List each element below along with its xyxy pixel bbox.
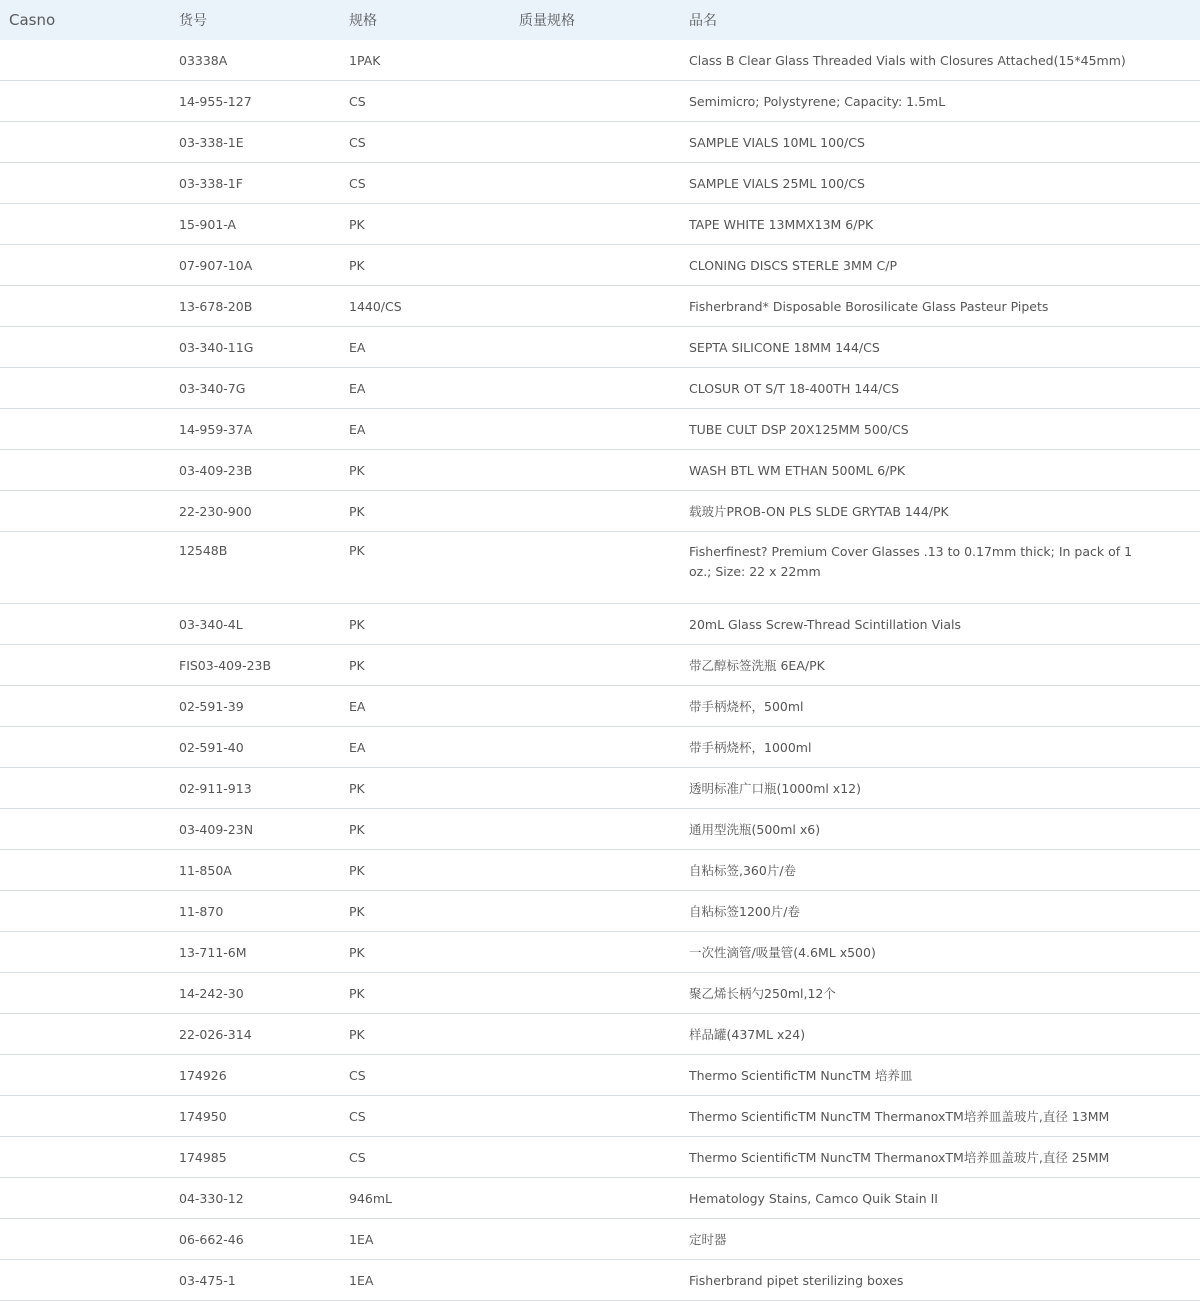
cell-spec: CS xyxy=(349,1067,366,1083)
cell-item-no: 22-230-900 xyxy=(179,503,252,519)
header-item-no: 货号 xyxy=(179,13,207,29)
cell-item-no: 03-338-1F xyxy=(179,175,243,191)
cell-casno xyxy=(0,1260,170,1301)
cell-quality-spec xyxy=(510,409,680,450)
cell-casno xyxy=(0,245,170,286)
cell-quality-spec xyxy=(510,163,680,204)
cell-product-name: Fisherfinest? Premium Cover Glasses .13 to 0.17mm thick; In pack of 1 oz.; Size: 22 x 22mm xyxy=(689,544,1133,579)
cell-casno xyxy=(0,645,170,686)
cell-casno xyxy=(0,163,170,204)
cell-item-no: 22-026-314 xyxy=(179,1026,252,1042)
table-row xyxy=(0,891,1200,932)
cell-quality-spec xyxy=(510,286,680,327)
cell-item-no: 14-242-30 xyxy=(179,985,244,1001)
cell-quality-spec xyxy=(510,245,680,286)
cell-quality-spec xyxy=(510,450,680,491)
cell-quality-spec xyxy=(510,850,680,891)
cell-item-no: 03-340-4L xyxy=(179,616,243,632)
cell-product-name: CLOSUR OT S/T 18-400TH 144/CS xyxy=(689,380,900,396)
cell-product-name: 带手柄烧杯，1000ml xyxy=(689,740,812,755)
cell-product-name: SEPTA SILICONE 18MM 144/CS xyxy=(689,339,880,355)
cell-quality-spec xyxy=(510,122,680,163)
table-row xyxy=(0,450,1200,491)
cell-quality-spec xyxy=(510,768,680,809)
cell-item-no: 11-850A xyxy=(179,862,232,878)
cell-product-name: TUBE CULT DSP 20X125MM 500/CS xyxy=(689,421,909,437)
cell-quality-spec xyxy=(510,327,680,368)
cell-casno xyxy=(0,491,170,532)
cell-item-no: 03-409-23N xyxy=(179,821,254,837)
cell-quality-spec xyxy=(510,809,680,850)
cell-spec: CS xyxy=(349,1108,366,1124)
cell-spec: EA xyxy=(349,339,366,355)
cell-spec: EA xyxy=(349,698,366,714)
cell-item-no: 03-340-11G xyxy=(179,339,254,355)
table-row xyxy=(0,1055,1200,1096)
cell-product-name: Thermo ScientificTM NuncTM ThermanoxTM培养皿盖玻片,直径 25MM xyxy=(689,1150,1110,1165)
table-row xyxy=(0,604,1200,645)
cell-product-name: 样品罐(437ML x24) xyxy=(689,1027,806,1042)
table-row xyxy=(0,368,1200,409)
cell-casno xyxy=(0,81,170,122)
cell-quality-spec xyxy=(510,973,680,1014)
cell-product-name: CLONING DISCS STERLE 3MM C/P xyxy=(689,257,897,273)
cell-casno xyxy=(0,286,170,327)
cell-quality-spec xyxy=(510,1260,680,1301)
table-row xyxy=(0,1014,1200,1055)
cell-casno xyxy=(0,932,170,973)
cell-casno xyxy=(0,809,170,850)
cell-item-no: 03-409-23B xyxy=(179,462,253,478)
cell-item-no: 03-338-1E xyxy=(179,134,244,150)
cell-item-no: 12548B xyxy=(179,543,228,558)
table-row xyxy=(0,1137,1200,1178)
cell-quality-spec xyxy=(510,645,680,686)
cell-item-no: 07-907-10A xyxy=(179,257,253,273)
cell-product-name: 载玻片PROB-ON PLS SLDE GRYTAB 144/PK xyxy=(689,504,949,519)
table-row xyxy=(0,245,1200,286)
table-row xyxy=(0,122,1200,163)
cell-spec: EA xyxy=(349,739,366,755)
cell-quality-spec xyxy=(510,81,680,122)
cell-casno xyxy=(0,122,170,163)
cell-casno xyxy=(0,368,170,409)
cell-item-no: 14-959-37A xyxy=(179,421,253,437)
header-casno: Casno xyxy=(9,11,56,29)
cell-spec: 946mL xyxy=(349,1190,392,1206)
table-row xyxy=(0,532,1200,604)
cell-quality-spec xyxy=(510,1096,680,1137)
table-row xyxy=(0,1260,1200,1301)
cell-casno xyxy=(0,40,170,81)
cell-spec: CS xyxy=(349,175,366,191)
cell-spec: PK xyxy=(349,503,365,519)
cell-item-no: 13-711-6M xyxy=(179,944,247,960)
table-row xyxy=(0,286,1200,327)
cell-casno xyxy=(0,850,170,891)
cell-casno xyxy=(0,409,170,450)
table-row xyxy=(0,40,1200,81)
cell-item-no: 02-591-40 xyxy=(179,739,244,755)
table-row xyxy=(0,81,1200,122)
cell-quality-spec xyxy=(510,727,680,768)
cell-casno xyxy=(0,1055,170,1096)
cell-spec: PK xyxy=(349,1026,365,1042)
cell-spec: PK xyxy=(349,616,365,632)
cell-quality-spec xyxy=(510,932,680,973)
table-row xyxy=(0,809,1200,850)
cell-product-name: 通用型洗瓶(500ml x6) xyxy=(689,822,821,837)
cell-product-name: 自粘标签,360片/卷 xyxy=(689,863,797,878)
cell-item-no: 174985 xyxy=(179,1149,227,1165)
cell-item-no: 04-330-12 xyxy=(179,1190,244,1206)
cell-product-name: 透明标准广口瓶(1000ml x12) xyxy=(689,781,861,796)
cell-item-no: 13-678-20B xyxy=(179,298,253,314)
cell-spec: CS xyxy=(349,134,366,150)
table-row xyxy=(0,932,1200,973)
cell-product-name: 聚乙烯长柄勺250ml,12个 xyxy=(689,986,836,1001)
cell-spec: PK xyxy=(349,462,365,478)
cell-casno xyxy=(0,327,170,368)
cell-product-name: TAPE WHITE 13MMX13M 6/PK xyxy=(689,216,874,232)
cell-spec: CS xyxy=(349,1149,366,1165)
cell-quality-spec xyxy=(510,532,680,604)
cell-casno xyxy=(0,973,170,1014)
cell-casno xyxy=(0,604,170,645)
cell-item-no: FIS03-409-23B xyxy=(179,657,272,673)
cell-product-name: Class B Clear Glass Threaded Vials with Closures Attached(15*45mm) xyxy=(689,52,1126,68)
header-quality-spec: 质量规格 xyxy=(519,13,575,29)
cell-spec: PK xyxy=(349,257,365,273)
cell-product-name: 20mL Glass Screw-Thread Scintillation Vials xyxy=(689,616,961,632)
cell-item-no: 14-955-127 xyxy=(179,93,252,109)
table-row xyxy=(0,491,1200,532)
cell-spec: PK xyxy=(349,543,365,558)
header-spec: 规格 xyxy=(349,13,377,29)
cell-spec: PK xyxy=(349,985,365,1001)
cell-casno xyxy=(0,204,170,245)
cell-casno xyxy=(0,1137,170,1178)
table-row xyxy=(0,727,1200,768)
table-row xyxy=(0,327,1200,368)
cell-spec: 1EA xyxy=(349,1231,374,1247)
table-header xyxy=(0,0,1200,40)
cell-product-name: 一次性滴管/吸量管(4.6ML x500) xyxy=(689,945,876,960)
table-row xyxy=(0,973,1200,1014)
cell-quality-spec xyxy=(510,604,680,645)
cell-spec: PK xyxy=(349,862,365,878)
cell-spec: PK xyxy=(349,903,365,919)
table-row xyxy=(0,1096,1200,1137)
cell-casno xyxy=(0,1178,170,1219)
cell-quality-spec xyxy=(510,891,680,932)
cell-item-no: 03-340-7G xyxy=(179,380,246,396)
cell-quality-spec xyxy=(510,1219,680,1260)
cell-quality-spec xyxy=(510,491,680,532)
table-row xyxy=(0,686,1200,727)
cell-item-no: 02-911-913 xyxy=(179,780,252,796)
cell-product-name: Thermo ScientificTM NuncTM 培养皿 xyxy=(689,1068,913,1083)
cell-item-no: 02-591-39 xyxy=(179,698,244,714)
cell-casno xyxy=(0,532,170,604)
table-body xyxy=(0,40,1200,1301)
cell-product-name: Hematology Stains, Camco Quik Stain II xyxy=(689,1190,938,1206)
cell-quality-spec xyxy=(510,368,680,409)
cell-product-name: 带手柄烧杯，500ml xyxy=(689,699,804,714)
cell-spec: CS xyxy=(349,93,366,109)
cell-casno xyxy=(0,686,170,727)
cell-item-no: 03338A xyxy=(179,52,228,68)
cell-product-name: 定时器 xyxy=(689,1232,727,1247)
cell-spec: 1PAK xyxy=(349,52,381,68)
cell-spec: PK xyxy=(349,821,365,837)
cell-casno xyxy=(0,1219,170,1260)
table-row xyxy=(0,204,1200,245)
cell-item-no: 06-662-46 xyxy=(179,1231,244,1247)
cell-spec: PK xyxy=(349,780,365,796)
cell-item-no: 11-870 xyxy=(179,903,224,919)
header-row xyxy=(0,0,1200,40)
cell-quality-spec xyxy=(510,40,680,81)
cell-casno xyxy=(0,891,170,932)
cell-item-no: 174950 xyxy=(179,1108,227,1124)
cell-casno xyxy=(0,1014,170,1055)
table-row xyxy=(0,768,1200,809)
table-row xyxy=(0,1178,1200,1219)
cell-casno xyxy=(0,768,170,809)
cell-spec: PK xyxy=(349,944,365,960)
cell-product-name: 自粘标签1200片/卷 xyxy=(689,904,801,919)
cell-product-name: Semimicro; Polystyrene; Capacity: 1.5mL xyxy=(689,93,946,109)
cell-spec: EA xyxy=(349,380,366,396)
cell-quality-spec xyxy=(510,1178,680,1219)
cell-casno xyxy=(0,727,170,768)
cell-quality-spec xyxy=(510,204,680,245)
header-product-name: 品名 xyxy=(689,13,717,29)
cell-product-name: WASH BTL WM ETHAN 500ML 6/PK xyxy=(689,462,906,478)
table-row xyxy=(0,409,1200,450)
cell-spec: EA xyxy=(349,421,366,437)
table-row xyxy=(0,1219,1200,1260)
table-row xyxy=(0,645,1200,686)
cell-quality-spec xyxy=(510,1137,680,1178)
cell-product-name: Fisherbrand pipet sterilizing boxes xyxy=(689,1272,904,1288)
cell-item-no: 15-901-A xyxy=(179,216,237,232)
cell-product-name: SAMPLE VIALS 10ML 100/CS xyxy=(689,134,865,150)
cell-spec: PK xyxy=(349,657,365,673)
cell-product-name: 带乙醇标签洗瓶 6EA/PK xyxy=(689,658,825,673)
cell-item-no: 03-475-1 xyxy=(179,1272,236,1288)
table-row xyxy=(0,850,1200,891)
cell-product-name: Thermo ScientificTM NuncTM ThermanoxTM培养皿盖玻片,直径 13MM xyxy=(689,1109,1110,1124)
cell-product-name: SAMPLE VIALS 25ML 100/CS xyxy=(689,175,865,191)
cell-spec: 1440/CS xyxy=(349,298,402,314)
cell-spec: PK xyxy=(349,216,365,232)
cell-quality-spec xyxy=(510,1014,680,1055)
cell-quality-spec xyxy=(510,1055,680,1096)
cell-product-name: Fisherbrand* Disposable Borosilicate Glass Pasteur Pipets xyxy=(689,298,1049,314)
table-row xyxy=(0,163,1200,204)
cell-quality-spec xyxy=(510,686,680,727)
cell-casno xyxy=(0,450,170,491)
cell-casno xyxy=(0,1096,170,1137)
cell-spec: 1EA xyxy=(349,1272,374,1288)
cell-item-no: 174926 xyxy=(179,1067,227,1083)
